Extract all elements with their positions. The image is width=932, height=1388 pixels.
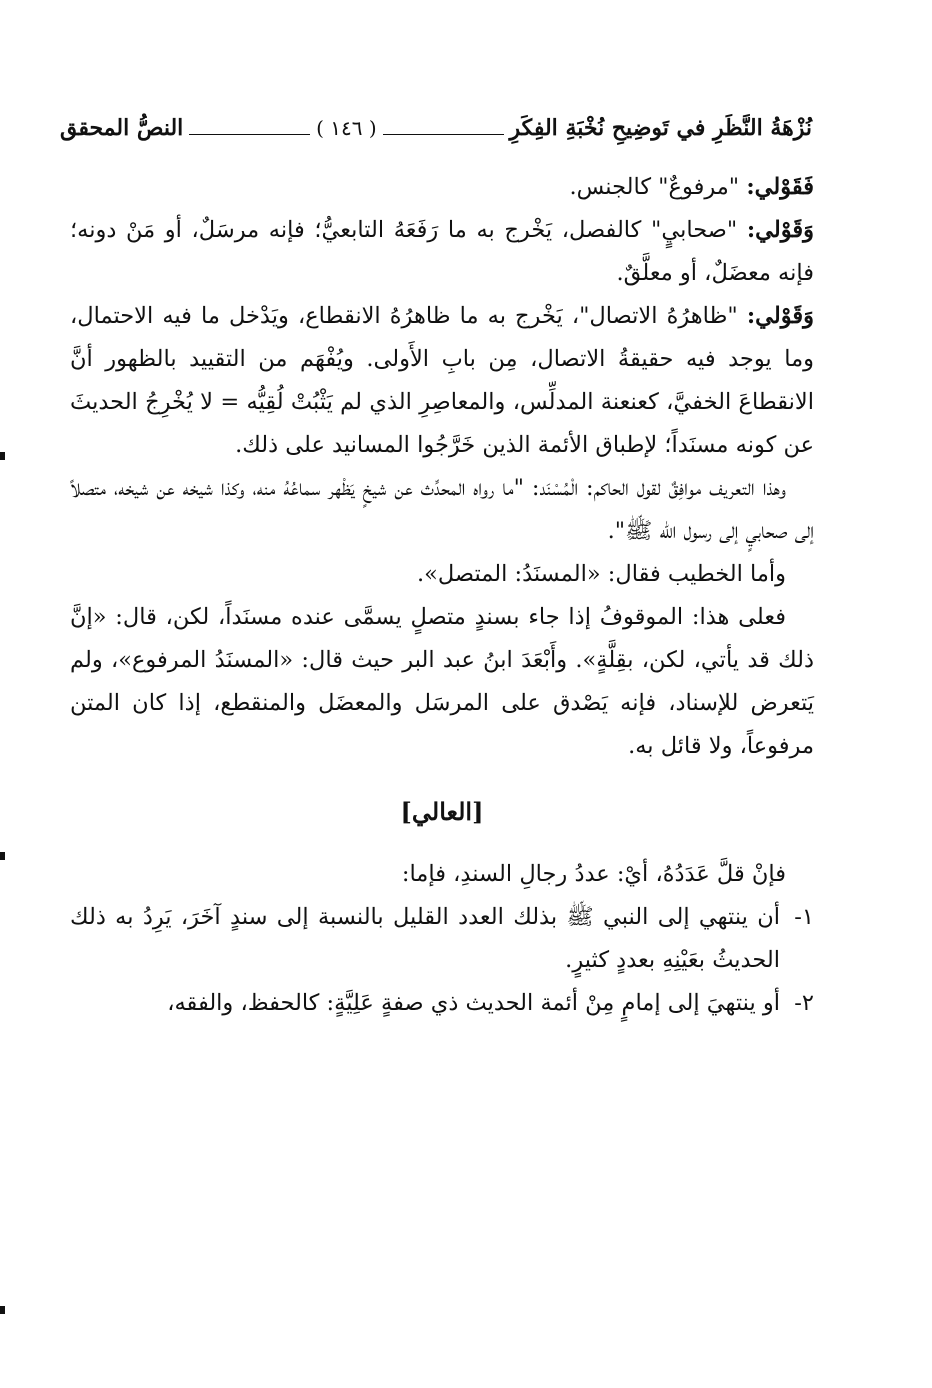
paragraph-text: "مرفوعٌ" كالجنس. (569, 174, 747, 200)
paragraph (70, 295, 814, 467)
header-section-label: النصُّ المحقق (60, 115, 184, 141)
paragraph-lead: فَقَوْلي: (746, 174, 814, 200)
scan-margin-mark (0, 452, 5, 460)
list-item-number: ٢- (794, 990, 814, 1016)
paragraph-lead: وَقَوْلي: (746, 217, 814, 243)
list-item-text: أو ينتهيَ إلى إمامٍ مِنْ أئمة الحديث ذي صفةٍ عَلِيَّةٍ: كالحفظ، والفقه، (167, 990, 780, 1016)
paragraph (70, 467, 814, 553)
section-title: [العالي] (400, 797, 484, 826)
paragraph (70, 209, 814, 295)
header-book-title: نُزْهَةُ النَّظَرِ في تَوضِيحِ نُخْبَةِ الفِكَرِ (509, 115, 812, 141)
list-item (70, 896, 814, 982)
paragraph-text: وهذا التعريف موافِقٌ لقول الحاكم: الْمُسْنَد: "ما رواه المحدِّث عن شيخٍ يَظْهر سماعُهُ منه، وكذا شيخه عن شيخه، متصلاً إلى صحابيٍ إلى رسول الله ﷺ". (70, 475, 814, 544)
scan-margin-mark (0, 852, 5, 860)
header-rule-right (383, 134, 504, 135)
list-item-text: أن ينتهي إلى النبي ﷺ بذلك العدد القليل بالنسبة إلى سندٍ آخَرَ، يَرِدُ به ذلك الحديثُ بعَيْنِهِ بعددٍ كثيرٍ. (70, 904, 780, 973)
paragraph-text: "صحابيٍ" كالفصل، يَخْرج به ما رَفَعَهُ التابعيُّ؛ فإنه مرسَلٌ، أو مَنْ دونه؛ فإنه معضَلٌ، أو معلَّقٌ. (70, 217, 814, 286)
scan-margin-mark (0, 1306, 5, 1314)
running-header (60, 108, 812, 148)
section-intro: فإنْ قلَّ عَدَدُهُ، أيْ: عددُ رجالِ السندِ، فإما: (401, 861, 786, 887)
paragraph (70, 166, 814, 209)
list-item-number: ١- (794, 904, 814, 930)
page-body (70, 166, 814, 1025)
paragraph (70, 553, 814, 596)
paragraph-text: "ظاهرُهُ الاتصال"، يَخْرج به ما ظاهرُهُ الانقطاع، ويَدْخل ما فيه الاحتمال، وما يوجد فيه حقيقةُ الاتصال، مِن بابِ الأَولى. ويُفْهَم من التقييد بالظهور أنَّ الانقطاعَ الخفيَّ، كعنعنة المدلِّس، والمعاصِرِ الذي لم يَثْبُتْ لُقِيُّه = لا يُخْرِجُ الحديثَ عن كونه مسنَداً؛ لإطباق الأئمة الذين خَرَّجُوا المسانيد على ذلك. (70, 303, 814, 458)
paragraph-lead: وَقَوْلي: (746, 303, 814, 329)
paragraph-text: وأما الخطيب فقال: «المسنَدُ: المتصل». (416, 561, 786, 587)
header-rule-left (189, 134, 310, 135)
page-number: ( ١٤٦ ) (316, 116, 377, 140)
paragraph-text: فعلى هذا: الموقوفُ إذا جاء بسندٍ متصلٍ يسمَّى عنده مسنَداً، لكن، قال: «إنَّ ذلك قد يأتي، لكن، بقِلَّةٍ». وأَبْعَدَ ابنُ عبد البر حيث قال: «المسنَدُ المرفوع»، ولم يَتعرض للإسناد، فإنه يَصْدق على المرسَل والمعضَل والمنقطع، إذا كان المتن مرفوعاً، ولا قائل به. (70, 604, 814, 759)
list-item (70, 982, 814, 1025)
paragraph (70, 596, 814, 768)
